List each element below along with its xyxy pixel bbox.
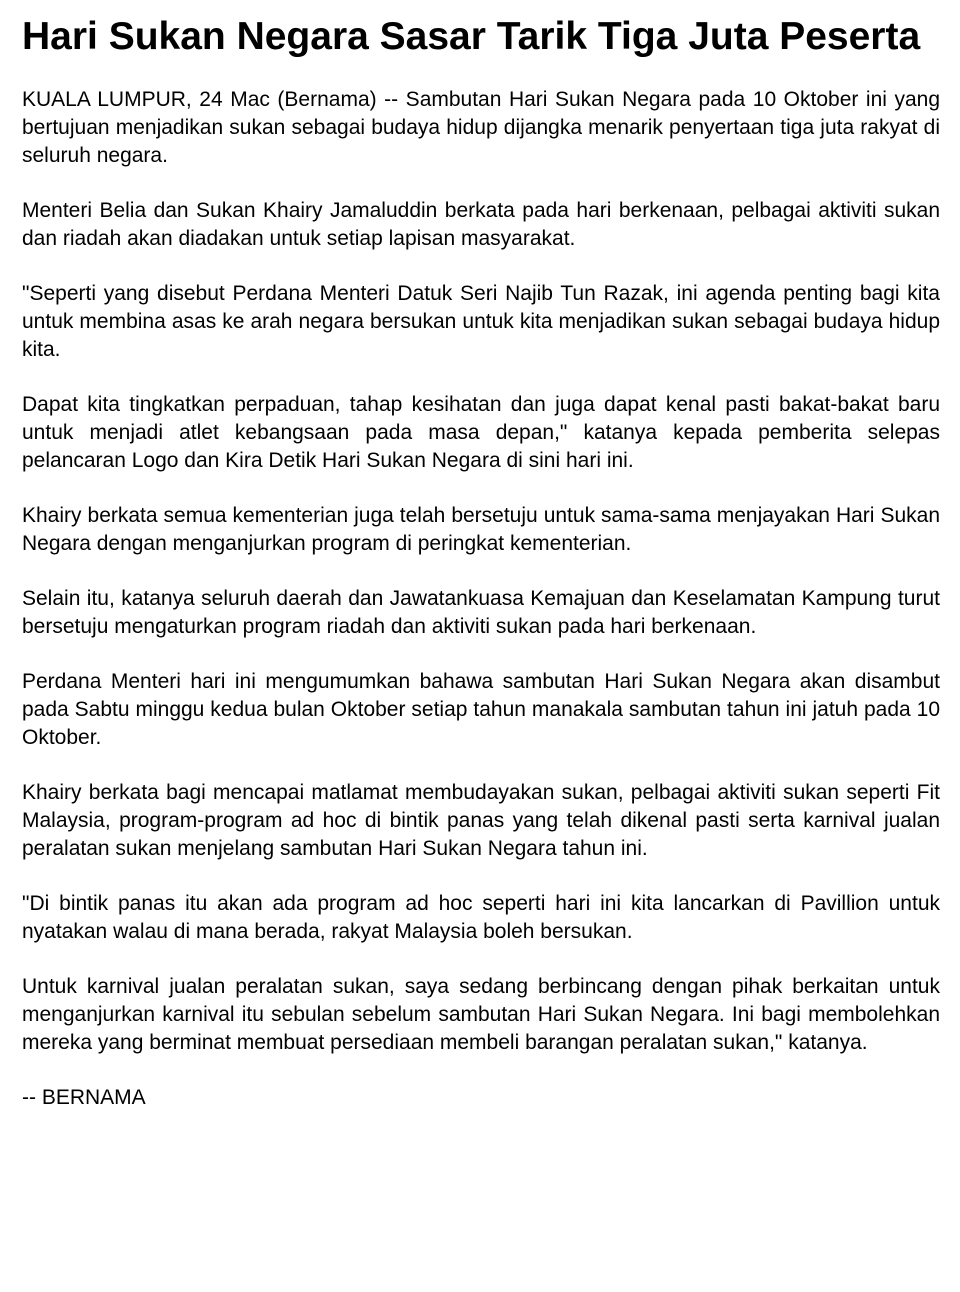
article-paragraph: Perdana Menteri hari ini mengumumkan bahawa sambutan Hari Sukan Negara akan disambut pada Sabtu minggu kedua bulan Oktober setiap tahun manakala sambutan tahun ini jatuh pada 10 Oktober. <box>22 670 940 749</box>
article <box>22 14 940 1112</box>
article-paragraph: Khairy berkata bagi mencapai matlamat membudayakan sukan, pelbagai aktiviti sukan seperti Fit Malaysia, program-program ad hoc di bintik panas yang telah dikenal pasti serta karnival jualan peralatan sukan menjelang sambutan Hari Sukan Negara tahun ini. <box>22 781 940 860</box>
article-body <box>22 86 940 1112</box>
article-paragraph: Selain itu, katanya seluruh daerah dan Jawatankuasa Kemajuan dan Keselamatan Kampung turut bersetuju mengaturkan program riadah dan aktiviti sukan pada hari berkenaan. <box>22 587 940 638</box>
article-paragraph: "Seperti yang disebut Perdana Menteri Datuk Seri Najib Tun Razak, ini agenda penting bagi kita untuk membina asas ke arah negara bersukan untuk kita menjadikan sukan sebagai budaya hidup kita. <box>22 282 940 361</box>
article-paragraph: Menteri Belia dan Sukan Khairy Jamaluddin berkata pada hari berkenaan, pelbagai aktiviti sukan dan riadah akan diadakan untuk setiap lapisan masyarakat. <box>22 199 940 250</box>
article-paragraph: Untuk karnival jualan peralatan sukan, saya sedang berbincang dengan pihak berkaitan untuk menganjurkan karnival itu sebulan sebelum sambutan Hari Sukan Negara. Ini bagi membolehkan mereka yang berminat membuat persediaan membeli barangan peralatan sukan," katanya. <box>22 975 940 1054</box>
article-byline: -- BERNAMA <box>22 1086 146 1109</box>
article-paragraph: Dapat kita tingkatkan perpaduan, tahap kesihatan dan juga dapat kenal pasti bakat-bakat baru untuk menjadi atlet kebangsaan pada masa depan," katanya kepada pemberita selepas pelancaran Logo dan Kira Detik Hari Sukan Negara di sini hari ini. <box>22 393 940 472</box>
article-paragraph: KUALA LUMPUR, 24 Mac (Bernama) -- Sambutan Hari Sukan Negara pada 10 Oktober ini yang bertujuan menjadikan sukan sebagai budaya hidup dijangka menarik penyertaan tiga juta rakyat di seluruh negara. <box>22 88 940 167</box>
article-paragraph: "Di bintik panas itu akan ada program ad hoc seperti hari ini kita lancarkan di Pavillion untuk nyatakan walau di mana berada, rakyat Malaysia boleh bersukan. <box>22 892 940 943</box>
article-headline: Hari Sukan Negara Sasar Tarik Tiga Juta Peserta <box>22 15 921 58</box>
article-paragraph: Khairy berkata semua kementerian juga telah bersetuju untuk sama-sama menjayakan Hari Sukan Negara dengan menganjurkan program di peringkat kementerian. <box>22 504 940 555</box>
